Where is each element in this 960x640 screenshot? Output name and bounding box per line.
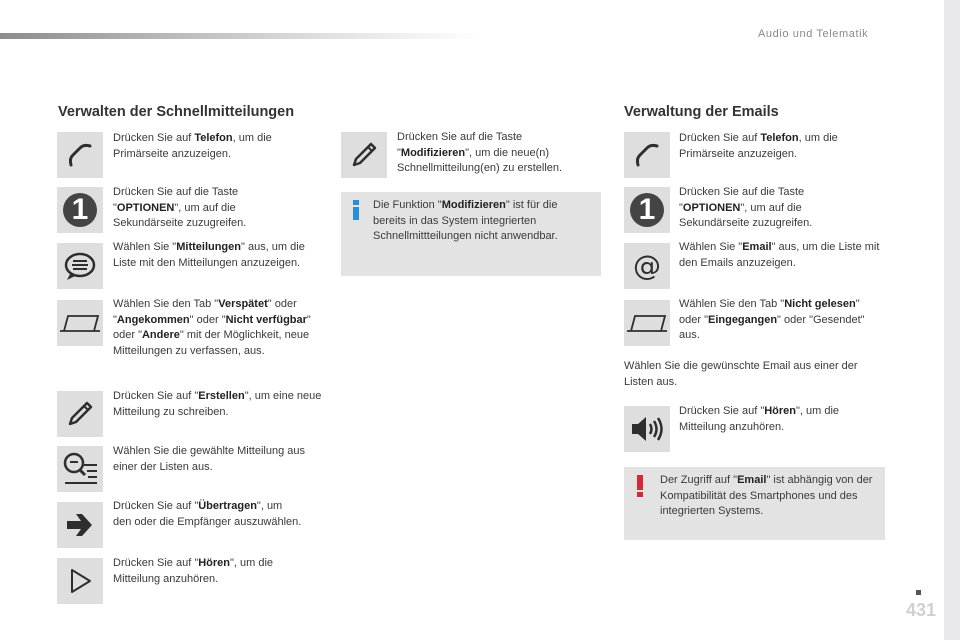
email-step-hoeren-text: Drücken Sie auf "Hören", um die Mitteilung anzuhören. (679, 405, 840, 433)
play-icon (57, 558, 103, 604)
step-modifizieren-text: Drücken Sie auf die Taste "Modifizieren", um die neue(n) Schnellmitteilung(en) zu erstellen. (397, 131, 563, 174)
step-tabs-text: Wählen Sie den Tab "Verspätet" oder "Angekommen" oder "Nicht verfügbar" oder "Andere" mit der Möglichkeit, neue Mitteilungen zu verfassen, aus. (113, 298, 311, 357)
chapter-title: Audio und Telematik (758, 28, 869, 40)
phone-icon (57, 132, 103, 178)
speaker-icon (624, 406, 670, 452)
warning-icon (636, 475, 644, 497)
step-number-box (624, 187, 670, 233)
info-note (341, 192, 601, 276)
step-mitteilungen-text: Wählen Sie "Mitteilungen" aus, um die Liste mit den Mitteilungen anzuzeigen. (113, 241, 305, 269)
step-waehlen-text: Wählen Sie die gewählte Mitteilung aus einer der Listen aus. (113, 445, 306, 473)
step-number-box (57, 187, 103, 233)
step-erstellen-text: Drücken Sie auf "Erstellen", um eine neue Mitteilung zu schreiben. (113, 390, 322, 418)
info-icon (351, 200, 361, 220)
email-step-telefon-text: Drücken Sie auf Telefon, um die Primärseite anzuzeigen. (679, 132, 838, 160)
page-number: 431 (906, 600, 937, 620)
page-marker (916, 590, 921, 595)
email-step-email-text: Wählen Sie "Email" aus, um die Liste mit den Emails anzuzeigen. (679, 241, 880, 269)
step-optionen-text: Drücken Sie auf die Taste "OPTIONEN", um auf die Sekundärseite zuzugreifen. (113, 186, 247, 229)
step-telefon-text: Drücken Sie auf Telefon, um die Primärseite anzuzeigen. (113, 132, 272, 160)
svg-text:@: @ (633, 249, 661, 282)
pen-icon (341, 132, 387, 178)
tabs-icon (624, 300, 670, 346)
message-list-icon (57, 243, 103, 289)
info-note-text: Die Funktion "Modifizieren" ist für die bereits in das System integrierten Schnellmittteilungen nicht anwendbar. (373, 199, 558, 242)
email-step-tabs-text: Wählen Sie den Tab "Nicht gelesen" oder "Eingegangen" oder "Gesendet" aus. (679, 298, 865, 341)
page-edge-strip (944, 0, 960, 640)
tabs-icon (57, 300, 103, 346)
section-title-emails: Verwaltung der Emails (624, 104, 779, 120)
email-step-auswahl-text: Wählen Sie die gewünschte Email aus einer der Listen aus. (624, 360, 858, 388)
email-step-optionen-text: Drücken Sie auf die Taste "OPTIONEN", um auf die Sekundärseite zuzugreifen. (679, 186, 813, 229)
search-list-icon (57, 446, 103, 492)
phone-icon (624, 132, 670, 178)
pen-icon (57, 391, 103, 437)
warning-note (624, 467, 885, 540)
warning-note-text: Der Zugriff auf "Email" ist abhängig von der Kompatibilität des Smartphones und des integrierten Systems. (660, 474, 873, 517)
header-gradient-bar (0, 33, 480, 39)
step-uebertragen-text: Drücken Sie auf "Übertragen", um den oder die Empfänger auszuwählen. (113, 500, 302, 528)
step-hoeren-text: Drücken Sie auf "Hören", um die Mitteilung anzuhören. (113, 557, 274, 585)
step-number: 1 (638, 193, 656, 226)
forward-icon (57, 502, 103, 548)
step-number: 1 (71, 193, 89, 226)
section-title-quick-messages: Verwalten der Schnellmitteilungen (58, 104, 295, 120)
at-sign-icon (624, 243, 670, 289)
